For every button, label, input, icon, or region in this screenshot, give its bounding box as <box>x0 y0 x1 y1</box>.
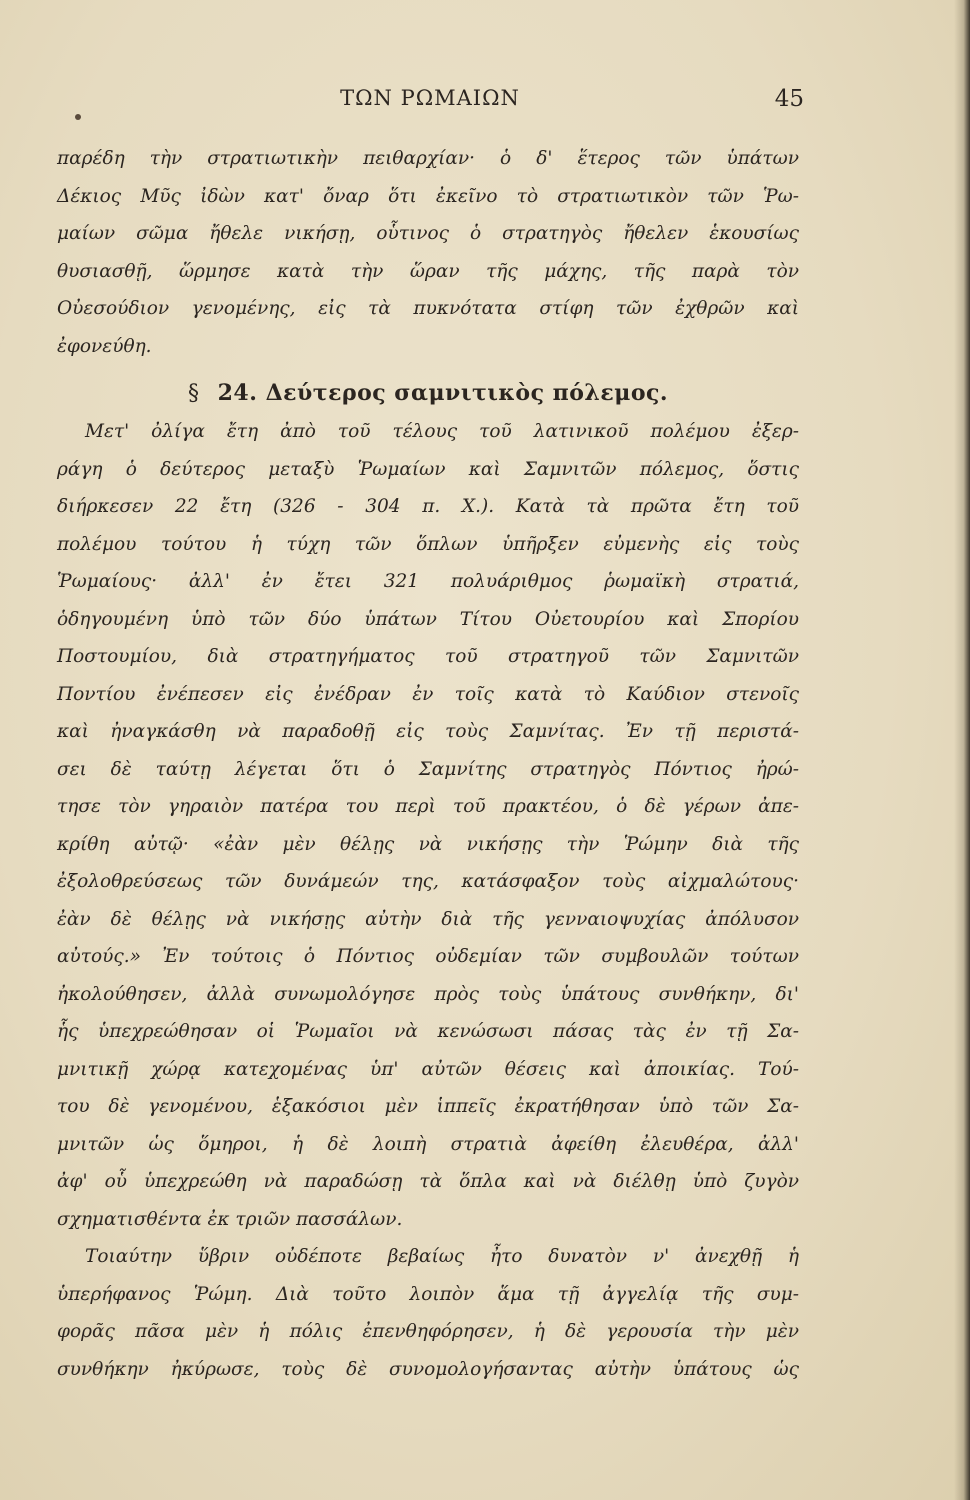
text-line: φορᾶς πᾶσα μὲν ἡ πόλις ἐπενθηφόρησεν, ἡ δὲ γερουσία τὴν μὲν <box>57 1321 799 1342</box>
page-number: 45 <box>774 86 804 112</box>
text-line: πολέμου τούτου ἡ τύχη τῶν ὅπλων ὑπῆρξεν εὐμενὴς εἰς τοὺς <box>57 533 799 555</box>
text-line: διήρκεσεν 22 ἔτη (326 - 304 π. Χ.). Κατὰ τὰ πρῶτα ἔτη τοῦ <box>57 496 799 517</box>
text-line: μαίων σῶμα ἤθελε νικήσῃ, οὗτινος ὁ στρατηγὸς ἤθελεν ἑκουσίως <box>57 223 799 244</box>
text-line: συνθήκην ἠκύρωσε, τοὺς δὲ συνομολογήσαντας αὐτὴν ὑπάτους ὡς <box>57 1358 799 1380</box>
text-line: καὶ ἠναγκάσθη νὰ παραδοθῇ εἰς τοὺς Σαμνίτας. Ἐν τῇ περιστά- <box>57 721 799 742</box>
text-line: τησε τὸν γηραιὸν πατέρα του περὶ τοῦ πρακτέου, ὁ δὲ γέρων ἀπε- <box>57 796 799 817</box>
paragraph-2 <box>57 413 799 1238</box>
page-edge-shadow <box>954 0 970 1500</box>
text-line: ὑπερήφανος Ῥώμη. Διὰ τοῦτο λοιπὸν ἅμα τῇ ἀγγελίᾳ τῆς συμ- <box>57 1283 799 1305</box>
section-symbol: § <box>187 381 200 406</box>
text-line: ἐὰν δὲ θέλῃς νὰ νικήσῃς αὐτὴν διὰ τῆς γενναιοψυχίας ἀπόλυσον <box>57 908 799 930</box>
text-body <box>57 140 799 1388</box>
text-line: Μετ' ὀλίγα ἔτη ἀπὸ τοῦ τέλους τοῦ λατινικοῦ πολέμου ἐξερ- <box>85 421 799 442</box>
running-title: ΤΩΝ ΡΩΜΑΙΩΝ <box>340 86 520 110</box>
section-heading <box>57 365 799 413</box>
text-line: παρέδη τὴν στρατιωτικὴν πειθαρχίαν· ὁ δ' ἕτερος τῶν ὑπάτων <box>57 148 799 169</box>
text-line: Ποστουμίου, διὰ στρατηγήματος τοῦ στρατηγοῦ τῶν Σαμνιτῶν <box>57 646 799 667</box>
text-line: ὁδηγουμένη ὑπὸ τῶν δύο ὑπάτων Τίτου Οὐετουρίου καὶ Σπορίου <box>57 608 799 630</box>
text-line: του δὲ γενομένου, ἑξακόσιοι μὲν ἱππεῖς ἐκρατήθησαν ὑπὸ τῶν Σα- <box>57 1096 799 1117</box>
text-line: σχηματισθέντα ἐκ τριῶν πασσάλων. <box>57 1208 403 1230</box>
section-number: 24. <box>217 380 258 406</box>
paragraph-1 <box>57 140 799 365</box>
text-line: Τοιαύτην ὕβριν οὐδέποτε βεβαίως ἦτο δυνατὸν ν' ἀνεχθῇ ἡ <box>85 1246 799 1267</box>
text-line: Ῥωμαίους· ἀλλ' ἐν ἔτει 321 πολυάριθμος ῥωμαϊκὴ στρατιά, <box>57 571 799 592</box>
text-line: μνιτῶν ὡς ὅμηροι, ἡ δὲ λοιπὴ στρατιὰ ἀφείθη ἐλευθέρα, ἀλλ' <box>57 1133 799 1155</box>
text-line: μνιτικῇ χώρᾳ κατεχομένας ὑπ' αὐτῶν θέσεις καὶ ἀποικίας. Τού- <box>57 1058 799 1080</box>
section-title: Δεύτερος σαμνιτικὸς πόλεμος. <box>265 380 669 406</box>
text-line: ἧς ὑπεχρεώθησαν οἱ Ῥωμαῖοι νὰ κενώσωσι πάσας τὰς ἐν τῇ Σα- <box>57 1021 799 1042</box>
paragraph-3 <box>57 1238 799 1388</box>
text-line: ράγη ὁ δεύτερος μεταξὺ Ῥωμαίων καὶ Σαμνιτῶν πόλεμος, ὅστις <box>57 458 799 480</box>
text-line: σει δὲ ταύτῃ λέγεται ὅτι ὁ Σαμνίτης στρατηγὸς Πόντιος ἠρώ- <box>57 758 799 780</box>
text-line: κρίθη αὐτῷ· «ἐὰν μὲν θέλῃς νὰ νικήσῃς τὴν Ῥώμην διὰ τῆς <box>57 833 799 855</box>
text-line: Οὐεσούδιον γενομένης, εἰς τὰ πυκνότατα στίφη τῶν ἐχθρῶν καὶ <box>57 298 799 319</box>
text-line: ἠκολούθησεν, ἀλλὰ συνωμολόγησε πρὸς τοὺς ὑπάτους συνθήκην, δι' <box>57 983 799 1005</box>
text-line: ἀφ' οὗ ὑπεχρεώθη νὰ παραδώσῃ τὰ ὅπλα καὶ νὰ διέλθῃ ὑπὸ ζυγὸν <box>57 1171 799 1192</box>
text-line: ἐφονεύθη. <box>57 335 152 357</box>
text-line: Ποντίου ἐνέπεσεν εἰς ἐνέδραν ἐν τοῖς κατὰ τὸ Καύδιον στενοῖς <box>57 683 799 705</box>
page-header <box>60 86 804 120</box>
text-line: Δέκιος Μῦς ἰδὼν κατ' ὄναρ ὅτι ἐκεῖνο τὸ στρατιωτικὸν τῶν Ῥω- <box>57 185 799 207</box>
text-line: θυσιασθῇ, ὥρμησε κατὰ τὴν ὥραν τῆς μάχης, τῆς παρὰ τὸν <box>57 260 799 282</box>
text-line: ἐξολοθρεύσεως τῶν δυνάμεών της, κατάσφαξον τοὺς αἰχμαλώτους· <box>57 871 799 892</box>
text-line: αὐτούς.» Ἐν τούτοις ὁ Πόντιος οὐδεμίαν τῶν συμβουλῶν τούτων <box>57 946 799 967</box>
